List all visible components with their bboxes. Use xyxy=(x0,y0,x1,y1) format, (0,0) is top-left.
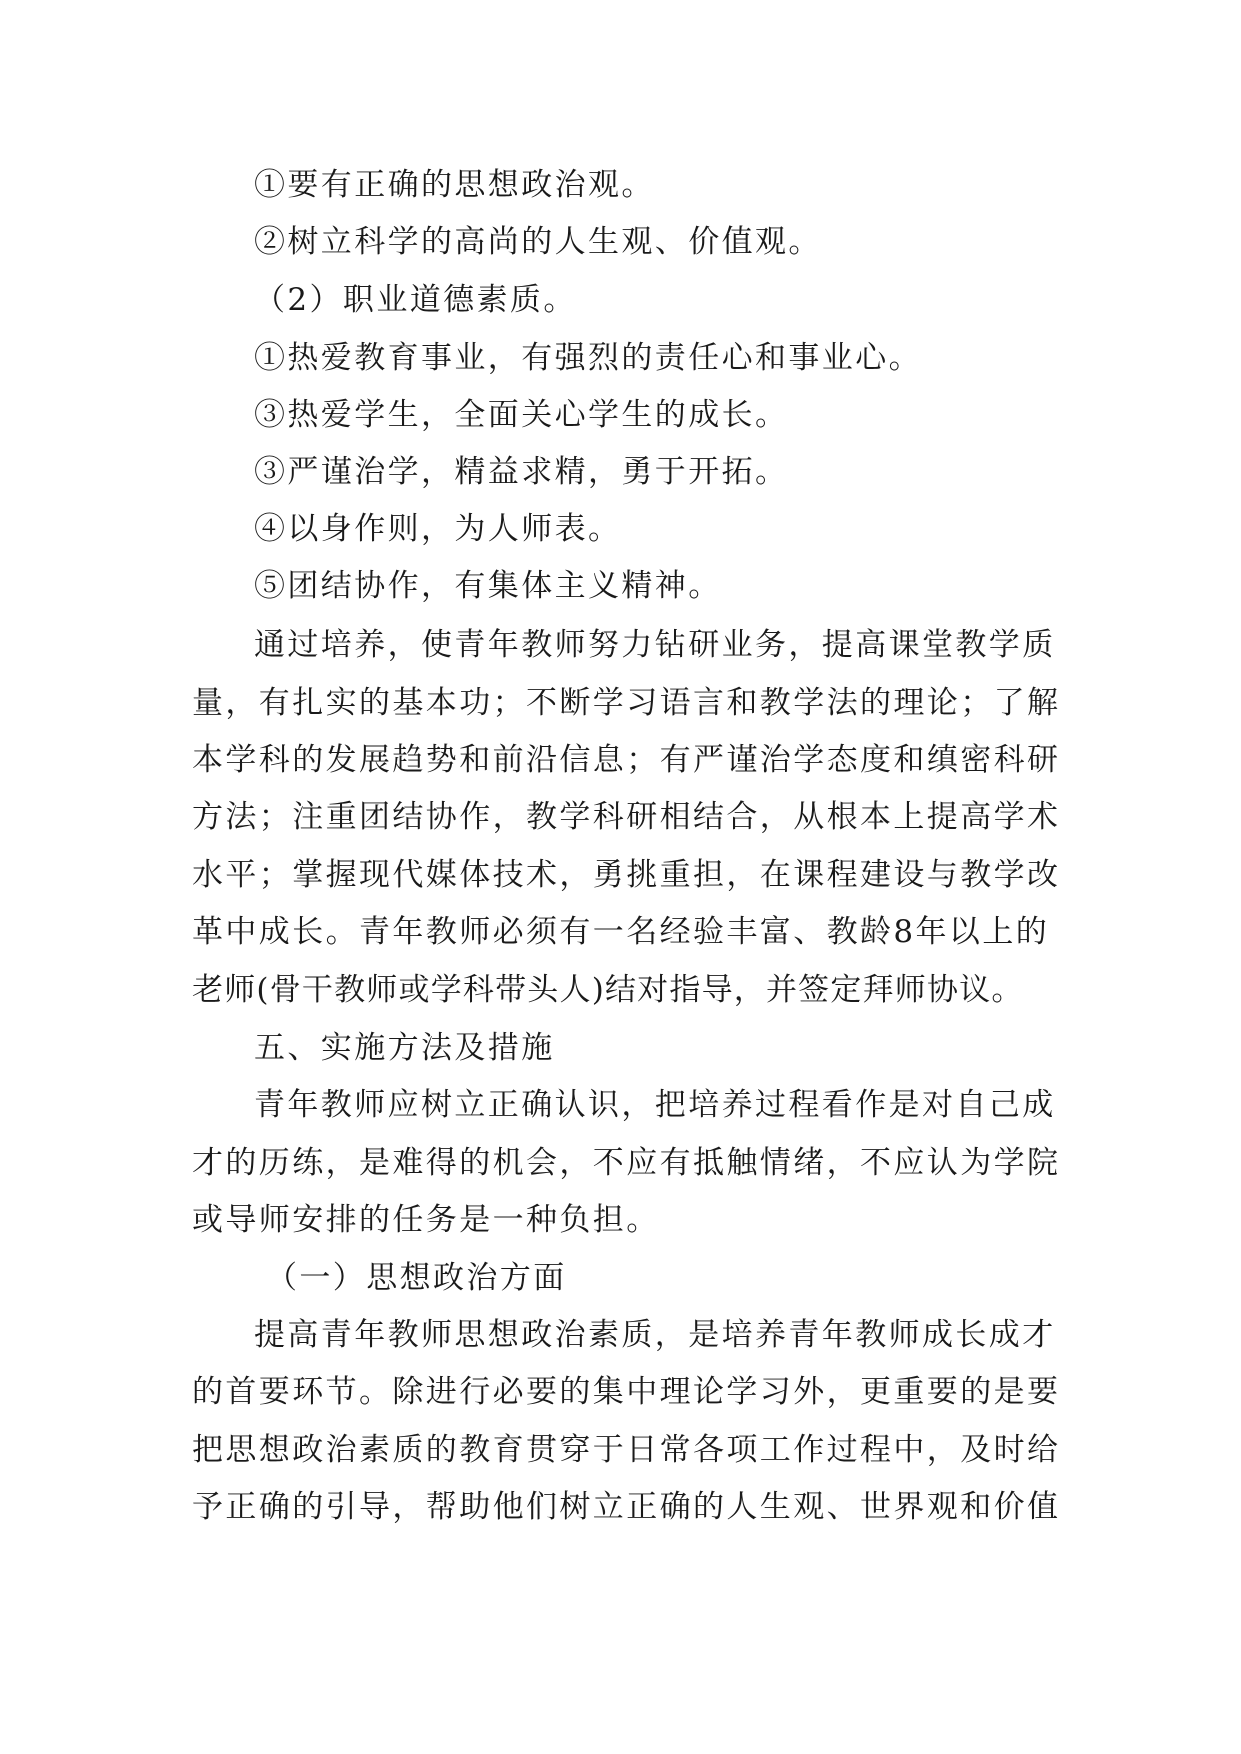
paragraph-line: 水平；掌握现代媒体技术，勇挑重担，在课程建设与教学改 xyxy=(192,857,1061,893)
subheading-political-aspect: （一）思想政治方面 xyxy=(266,1260,567,1296)
section-heading-implementation: 五、实施方法及措施 xyxy=(254,1030,555,1066)
paragraph-line: 量，有扎实的基本功；不断学习语言和教学法的理论；了解 xyxy=(192,685,1061,721)
paragraph-line: 通过培养，使青年教师努力钻研业务，提高课堂教学质 xyxy=(254,627,1056,663)
list-item-lead-by-example: ④以身作则，为人师表。 xyxy=(254,511,622,547)
paragraph-line: 或导师安排的任务是一种负担。 xyxy=(192,1202,660,1238)
paragraph-line: 提高青年教师思想政治素质，是培养青年教师成长成才 xyxy=(254,1317,1056,1353)
list-item-life-values: ②树立科学的高尚的人生观、价值观。 xyxy=(254,224,822,260)
list-item-teamwork: ⑤团结协作，有集体主义精神。 xyxy=(254,568,722,604)
paragraph-line: 把思想政治素质的教育贯穿于日常各项工作过程中，及时给 xyxy=(192,1432,1061,1468)
subheading-professional-ethics: （2）职业道德素质。 xyxy=(254,282,577,318)
paragraph-line: 的首要环节。除进行必要的集中理论学习外，更重要的是要 xyxy=(192,1374,1061,1410)
list-item-love-students: ③热爱学生，全面关心学生的成长。 xyxy=(254,397,789,433)
paragraph-line: 才的历练，是难得的机会，不应有抵触情绪，不应认为学院 xyxy=(192,1145,1061,1181)
paragraph-line: 革中成长。青年教师必须有一名经验丰富、教龄8年以上的 xyxy=(192,914,1050,950)
paragraph-line: 青年教师应树立正确认识，把培养过程看作是对自己成 xyxy=(254,1087,1056,1123)
paragraph-line: 本学科的发展趋势和前沿信息；有严谨治学态度和缜密科研 xyxy=(192,742,1061,778)
list-item-love-education: ①热爱教育事业，有强烈的责任心和事业心。 xyxy=(254,340,922,376)
paragraph-line: 老师(骨干教师或学科带头人)结对指导，并签定拜师协议。 xyxy=(192,972,1024,1008)
list-item-political-view: ①要有正确的思想政治观。 xyxy=(254,167,655,203)
paragraph-line: 予正确的引导，帮助他们树立正确的人生观、世界观和价值 xyxy=(192,1489,1061,1525)
paragraph-line: 方法；注重团结协作，教学科研相结合，从根本上提高学术 xyxy=(192,799,1061,835)
list-item-rigorous-study: ③严谨治学，精益求精，勇于开拓。 xyxy=(254,454,789,490)
